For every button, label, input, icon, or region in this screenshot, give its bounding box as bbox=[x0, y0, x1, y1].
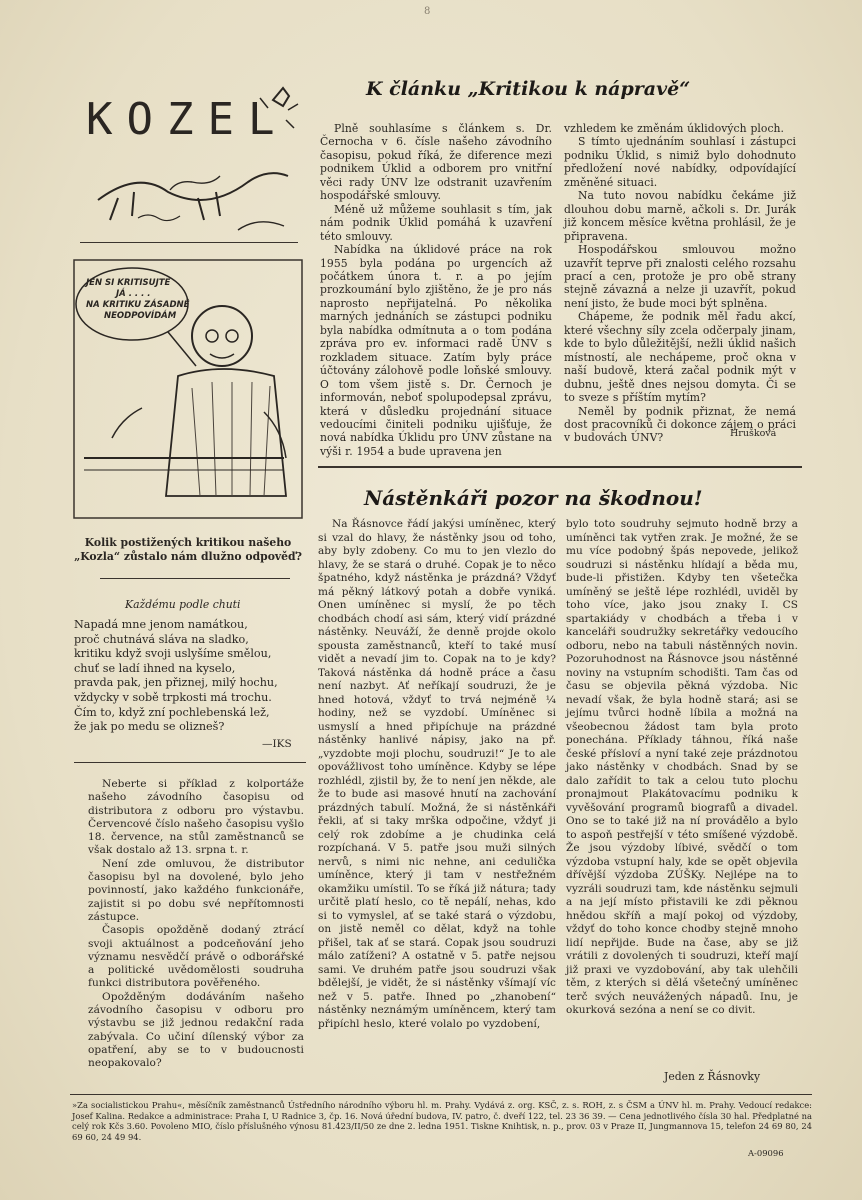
paragraph: Není zde omluvou, že distributor časopisu byl na dovolené, bylo jeho povinností, jako každého funkcionáře, zajistit si po dobu své nepřítomnosti zástupce. bbox=[88, 857, 304, 923]
article2-col2 bbox=[566, 518, 798, 1018]
kozel-caption: Kolik postižených kritikou našeho „Kozla“ zůstalo nám dlužno odpověď? bbox=[74, 536, 302, 563]
article1-col2 bbox=[564, 122, 796, 445]
paragraph: Na Řásnovce řádí jakýsi umíněnec, který si vzal do hlavy, že nástěnky jsou od toho, aby byly zdobeny. Co mu to jen vlezlo do hlavy, že se stará o druhé. Copak je to něco špatného, když nástěnka je prázdná? Vždyť má pěkný látkový potah a dobře vyniká. Onen umíněnec si myslí, že po těch chodbách chodí asi sám, který vidí prázdné nástěnky. Neuváží, že denně projde okolo spousta zaměstnanců, kteří to také musí vidět a nevadí jim to. Copak na to je kdy? Taková nástěnka dá hodně práce a času není nazbyt. Ať neříkají soudruzi, že je hned hotová, vždyť to trvá nejméně ¼ hodiny, než se vyzdobí. Umíněnec si usmyslí a hned připíchuje na prázdné nástěnky hanlivé nápisy, jako na př. „vyzdobte moji plochu, soudruzi!“ Je to ale opovážlivost toho umíněnce. Kdyby se lépe rozhlédl, zjistil by, že to není jen někde, ale že to bude asi masové hnutí na zachování prázdných tabulí. Možná, že si nástěnkáři řekli, ať si taky mrška odpočine, vždyť ji celý rok zdobíme a je chudinka celá rozpíchaná. V 5. patře jsou muži silných nervů, s nimi nic nehne, ani cedulička umíněnce, který ji tam v nestřežném okamžiku umístil. To se říká již nátura; tady určitě platí heslo, co tě nepálí, nehas, kdo si to vymyslel, ať se také stará o výzdobu, on jistě neměl co dělat, když na tohle přišel, tak ať se stará. Copak jsou soudruzi málo zatíženi? A ostatně v 5. patře nejsou sami. Ve druhém patře jsou soudruzi však bdělejší, je vidět, že si nástěnky všímají víc než v 5. patře. Ihned po „zhanobení“ nástěnky neznámým umíněncem, který tam připíchl heslo, které volalo po vyzdobení, bbox=[318, 518, 556, 1030]
caption-divider bbox=[100, 578, 290, 579]
poem-title: Každému podle chuti bbox=[125, 598, 241, 611]
paragraph: Plně souhlasíme s článkem s. Dr. Černocha v 6. čísle našeho závodního časopisu, pokud říká, že diference mezi podnikem Úklid a odborem pro vnitřní věci rady ÚNV lze odstranit uzavřením hospodářské smlouvy. bbox=[320, 122, 552, 203]
goat-drawing bbox=[78, 80, 308, 240]
paragraph: Chápeme, že podnik měl řadu akcí, které všechny síly zcela odčerpaly jinam, kde to bylo důležitější, nežli úklid našich místností, ale nechápeme, proč okna v naší budově, která začal podnik mýt v dubnu, ještě dnes nejsou domyta. Či se to sveze s příštím mytím? bbox=[564, 310, 796, 405]
poem-body bbox=[74, 618, 306, 735]
paragraph: S tímto ujednáním souhlasí i zástupci podniku Úklid, s nimiž bylo dohodnuto předložení nové nabídky, odpovídající změněné situaci. bbox=[564, 135, 796, 189]
poem-line: že jak po medu se olizneš? bbox=[74, 720, 225, 734]
paragraph: Neberte si příklad z kolportáže našeho závodního časopisu od distributora z odboru pro výstavbu. Červencové číslo našeho časopisu vyšlo 18. července, na stůl zaměstnanců se však dostalo až 13. srpna t. r. bbox=[88, 778, 304, 857]
poem-author: —IKS bbox=[262, 738, 292, 750]
kozel-divider bbox=[80, 242, 298, 243]
article2-signature: Jeden z Řásnovky bbox=[664, 1070, 761, 1083]
poem-line: chuť se ladí ihned na kyselo, bbox=[74, 661, 236, 675]
poem-divider bbox=[74, 762, 306, 763]
speech-line: JÁ . . . . bbox=[116, 289, 151, 299]
poem-line: Napadá mne jenom namátkou, bbox=[74, 618, 248, 631]
poem-line: pravda pak, jen přiznej, milý hochu, bbox=[74, 676, 278, 690]
page-number: 8 bbox=[424, 6, 431, 17]
print-code: A-09096 bbox=[748, 1148, 784, 1158]
paragraph: Méně už můžeme souhlasit s tím, jak nám podnik Úklid pomáhá k uzavření této smlouvy. bbox=[320, 202, 552, 243]
speech-line: NEODPOVÍDÁM bbox=[104, 311, 177, 321]
article2-col1 bbox=[318, 518, 556, 1031]
poem-line: proč chutnává sláva na sladko, bbox=[74, 632, 249, 646]
paragraph: bylo toto soudruhy sejmuto hodně brzy a umíněnci tak vytřen zrak. Je možné, že se mu více podobný špás nepovede, jelikož soudruzi si nástěnku hlídají a běda mu, bude-li přistižen. Kdyby ten všetečka umíněný se ještě lépe rozhlédl, uviděl by toho více, jako jsou znaky I. CS spartakiády v chodbách a třeba i v kanceláři soudružky sekretářky vedoucího odboru, nebo na tabuli nástěnných novin. Pozoruhodnost na Řásnovce jsou nástěnné noviny na vstupním schodišti. Tam čas od času se objevila pěkná výzdoba. Nic nevadí však, že byla hodně stará; asi se jejímu tvůrci hodně líbila a možná na všeobecnou žádost tam byla proto ponechána. Příklady táhnou, říká naše české přísloví a nyní také zeje prázdnotou jako nástěnky v chodbách. Snad by se dalo zařídit to tak a celou tuto plochu pronajmout Plakátovacímu podniku k vyvěšování programů biografů a divadel. Ono se to také již na ní provádělo a bylo to aspoň pestřejší v této smíšené výzdobě. Že jsou výzdoby líbivé, svědčí o tom výzdoba vstupní haly, kde se opět objevila dřívější výzdoba ZÚŠKy. Nejlépe na to vyzráli soudruzi tam, kde nástěnku sejmuli a na její místo přistavili ke zdi pěknou hnědou skříň a mají pokoj od výzdoby, vždyť do toho konce chodby stejně mnoho lidí nepřijde. Bude na čase, aby se již vrátili z dovolených ti soudruzi, kteří mají již praxi ve vyzdobování, aby tak ulehčili těm, z kterých si dělá všetečný umíněnec terč svých neuvážených nápadů. Inu, je okurková sezóna a není se co divit. bbox=[566, 518, 798, 1016]
article1-divider bbox=[318, 466, 802, 468]
distributor-article bbox=[88, 778, 304, 1071]
article1-col1 bbox=[320, 122, 552, 458]
paragraph: Nabídka na úklidové práce na rok 1955 byla podána po urgencích až počátkem února t. r. a po jejím prozkoumání bylo zjištěno, že je pro nás naprosto nepřijatelná. Po několika marných jednáních se zástupci podniku byla nabídka odmítnuta a o tom podána zpráva pro ev. informaci radě ÚNV s rozkladem situace. Zatím byly práce účtovány zálohově podle loňské smlouvy. O tom všem jistě s. Dr. Černoch je informován, neboť spolupodepsal zprávu, která v důsledku projednání situace vedoucími činiteli podniku ujišťuje, že nová nabídka Úklidu pro ÚNV zůstane na výši r. 1954 a bude upravena jen bbox=[320, 243, 552, 458]
paragraph: Hospodářskou smlouvou možno uzavřít teprve při znalosti celého rozsahu prací a cen, protože je pro obě strany stejně závazná a nelze ji uzavřít, pokud není jisto, že bude moci být splněna. bbox=[564, 243, 796, 310]
speech-line: NA KRITIKU ZÁSADNĚ bbox=[86, 300, 190, 310]
speech-line: JEN SI KRITISUJTE bbox=[86, 278, 171, 288]
article2-title: Nástěnkáři pozor na škodnou! bbox=[364, 486, 703, 510]
paragraph: Opožděným dodáváním našeho závodního časopisu v odboru pro výstavbu se již jednou redakční rada zabývala. Co učiní dílenský výbor za opatření, aby se to v budoucnosti neopakovalo? bbox=[88, 990, 304, 1070]
paragraph: Na tuto novou nabídku čekáme již dlouhou dobu marně, ačkoli s. Dr. Jurák již koncem měsíce května prohlásil, že je připravena. bbox=[564, 189, 796, 243]
kozel-title: KOZEL bbox=[86, 94, 289, 145]
paragraph: Neměl by podnik přiznat, že nemá dost pracovníků či dokonce zájem o práci v budovách ÚNV? bbox=[564, 404, 796, 445]
paragraph: Časopis opožděně dodaný ztrácí svoji aktuálnost a podceňování jeho významu nesvědčí právě o odborářské a politické uvědomělosti soudruha funkci distributora pověřeného. bbox=[88, 924, 304, 990]
article1-title: K článku „Kritikou k nápravě“ bbox=[366, 78, 691, 100]
article1-signature: Hrušková bbox=[730, 428, 777, 439]
footer-divider bbox=[70, 1094, 812, 1095]
poem-line: vždycky v sobě trpkosti má trochu. bbox=[74, 690, 272, 704]
poem-line: Čím to, když zní pochlebenská lež, bbox=[74, 705, 270, 719]
imprint: »Za socialistickou Prahu«, měsíčník zaměstnanců Ústředního národního výboru hl. m. Prahy. Vydává z. org. KSČ, z. s. ROH, z. s ČSM a ÚNV hl. m. Prahy. Vedoucí redakce: Josef Kalina. Redakce a administrace: Praha I, U Radnice 3, čp. 16. Nová úřední budova, IV. patro, č. dveří 122, tel. 23 36 39. — Cena jednotlivého čísla 30 hal. Předplatné na celý rok Kčs 3.60. Povoleno MIO, číslo příslušného výnosu 81.423/II/50 ze dne 2. ledna 1951. Tiskne Knihtisk, n. p., prov. 03 v Praze II, Jungmannova 15, telefon 24 69 80, 24 69 60, 24 49 94. bbox=[72, 1100, 812, 1142]
poem-line: kritiku když svoji uslyšíme smělou, bbox=[74, 647, 272, 661]
speech-bubble-text bbox=[86, 278, 196, 322]
paragraph: vzhledem ke změnám úklidových ploch. bbox=[564, 122, 785, 135]
